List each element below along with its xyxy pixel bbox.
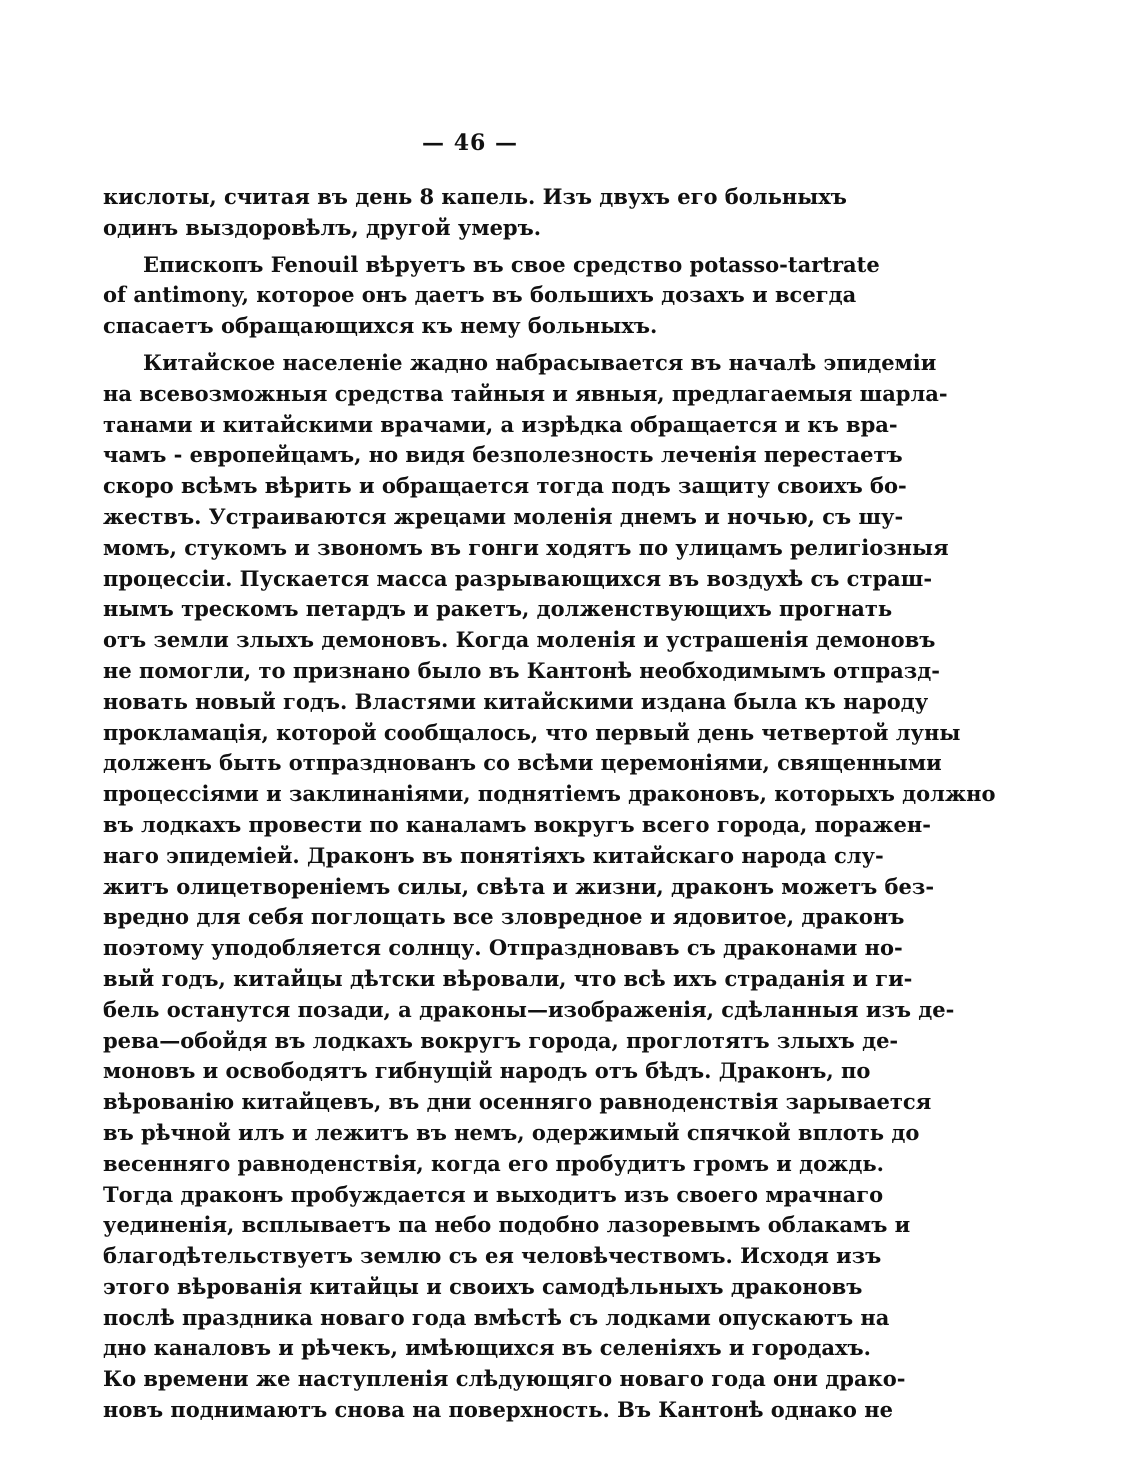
paragraph-first-line: Епископъ Fenouil вѣруетъ въ свое средство potasso-tartrate — [143, 251, 880, 277]
text-line: долженъ быть отпразднованъ со всѣми церемоніями, священными — [103, 750, 942, 776]
text-line: момъ, стукомъ и звономъ въ гонги ходятъ по улицамъ религіозныя — [103, 534, 949, 560]
text-line: вредно для себя поглощать все зловредное и ядовитое, драконъ — [103, 904, 905, 930]
text-line: нымъ трескомъ петардъ и ракетъ, долженствующихъ прогнать — [103, 596, 893, 622]
text-line: моновъ и освободятъ гибнущій народъ отъ бѣдъ. Драконъ, по — [103, 1058, 871, 1084]
text-line: дно каналовъ и рѣчекъ, имѣющихся въ селеніяхъ и городахъ. — [103, 1335, 871, 1361]
text-line: одинъ выздоровѣлъ, другой умеръ. — [103, 214, 542, 240]
text-line: въ лодкахъ провести по каналамъ вокругъ всего города, поражен- — [103, 811, 931, 837]
text-line: of antimony, которое онъ даетъ въ большихъ дозахъ и всегда — [103, 282, 857, 308]
text-line: этого вѣрованія китайцы и своихъ самодѣльныхъ драконовъ — [103, 1273, 863, 1299]
text-line: послѣ праздника новаго года вмѣстѣ съ лодками опускаютъ на — [103, 1304, 890, 1330]
text-line: рева—обойдя въ лодкахъ вокругъ города, проглотятъ злыхъ де- — [103, 1027, 899, 1053]
text-line: житъ олицетвореніемъ силы, свѣта и жизни, драконъ можетъ без- — [103, 873, 935, 899]
text-line: благодѣтельствуетъ землю съ ея человѣчествомъ. Исходя изъ — [103, 1243, 882, 1269]
text-line: весенняго равноденствія, когда его пробудитъ громъ и дождь. — [103, 1150, 884, 1176]
text-line: на всевозможныя средства тайныя и явныя, предлагаемыя шарла- — [103, 380, 948, 406]
text-line: вѣрованію китайцевъ, въ дни осенняго равноденствія зарывается — [103, 1089, 932, 1115]
paragraph-first-line: Китайское населеніе жадно набрасывается въ началѣ эпидеміи — [143, 349, 937, 375]
text-line: новъ поднимаютъ снова на поверхность. Въ Кантонѣ однако не — [103, 1397, 893, 1423]
text-line: процессіи. Пускается масса разрывающихся въ воздухѣ съ страш- — [103, 565, 933, 591]
text-line: танами и китайскими врачами, а изрѣдка обращается и къ вра- — [103, 411, 898, 437]
text-line: бель останутся позади, а драконы—изображенія, сдѣланныя изъ де- — [103, 996, 955, 1022]
text-line: Ко времени же наступленія слѣдующяго новаго года они драко- — [103, 1366, 906, 1392]
text-line: скоро всѣмъ вѣрить и обращается тогда подъ защиту своихъ бо- — [103, 473, 907, 499]
text-line: отъ земли злыхъ демоновъ. Когда моленія и устрашенія демоновъ — [103, 627, 936, 653]
text-line: Тогда драконъ пробуждается и выходитъ изъ своего мрачнаго — [103, 1181, 884, 1207]
text-line: кислоты, считая въ день 8 капель. Изъ двухъ его больныхъ — [103, 184, 847, 209]
text-line: наго эпидеміей. Драконъ въ понятіяхъ китайскаго народа слу- — [103, 842, 884, 868]
text-line: новать новый годъ. Властями китайскими издана была къ народу — [103, 688, 929, 714]
body-text — [103, 182, 996, 1426]
text-line: въ рѣчной илъ и лежитъ въ немъ, одержимый спячкой вплоть до — [103, 1119, 920, 1145]
text-line: уединенія, всплываетъ па небо подобно лазоревымъ облакамъ и — [103, 1212, 911, 1238]
text-line: не помогли, то признано было въ Кантонѣ необходимымъ отпразд- — [103, 657, 940, 683]
text-line: жествъ. Устраиваются жрецами моленія днемъ и ночью, съ шу- — [103, 503, 904, 529]
page-number: — 46 — — [422, 130, 518, 156]
text-line: спасаетъ обращающихся къ нему больныхъ. — [103, 313, 658, 339]
text-line: поэтому уподобляется солнцу. Отпраздновавъ съ драконами но- — [103, 935, 903, 961]
text-line: процессіями и заклинаніями, поднятіемъ драконовъ, которыхъ должно — [103, 781, 996, 807]
text-line: вый годъ, китайцы дѣтски вѣровали, что всѣ ихъ страданія и ги- — [103, 965, 913, 991]
text-line: чамъ - европейцамъ, но видя безполезность леченія перестаетъ — [103, 442, 903, 468]
text-line: прокламація, которой сообщалось, что первый день четвертой луны — [103, 719, 961, 745]
